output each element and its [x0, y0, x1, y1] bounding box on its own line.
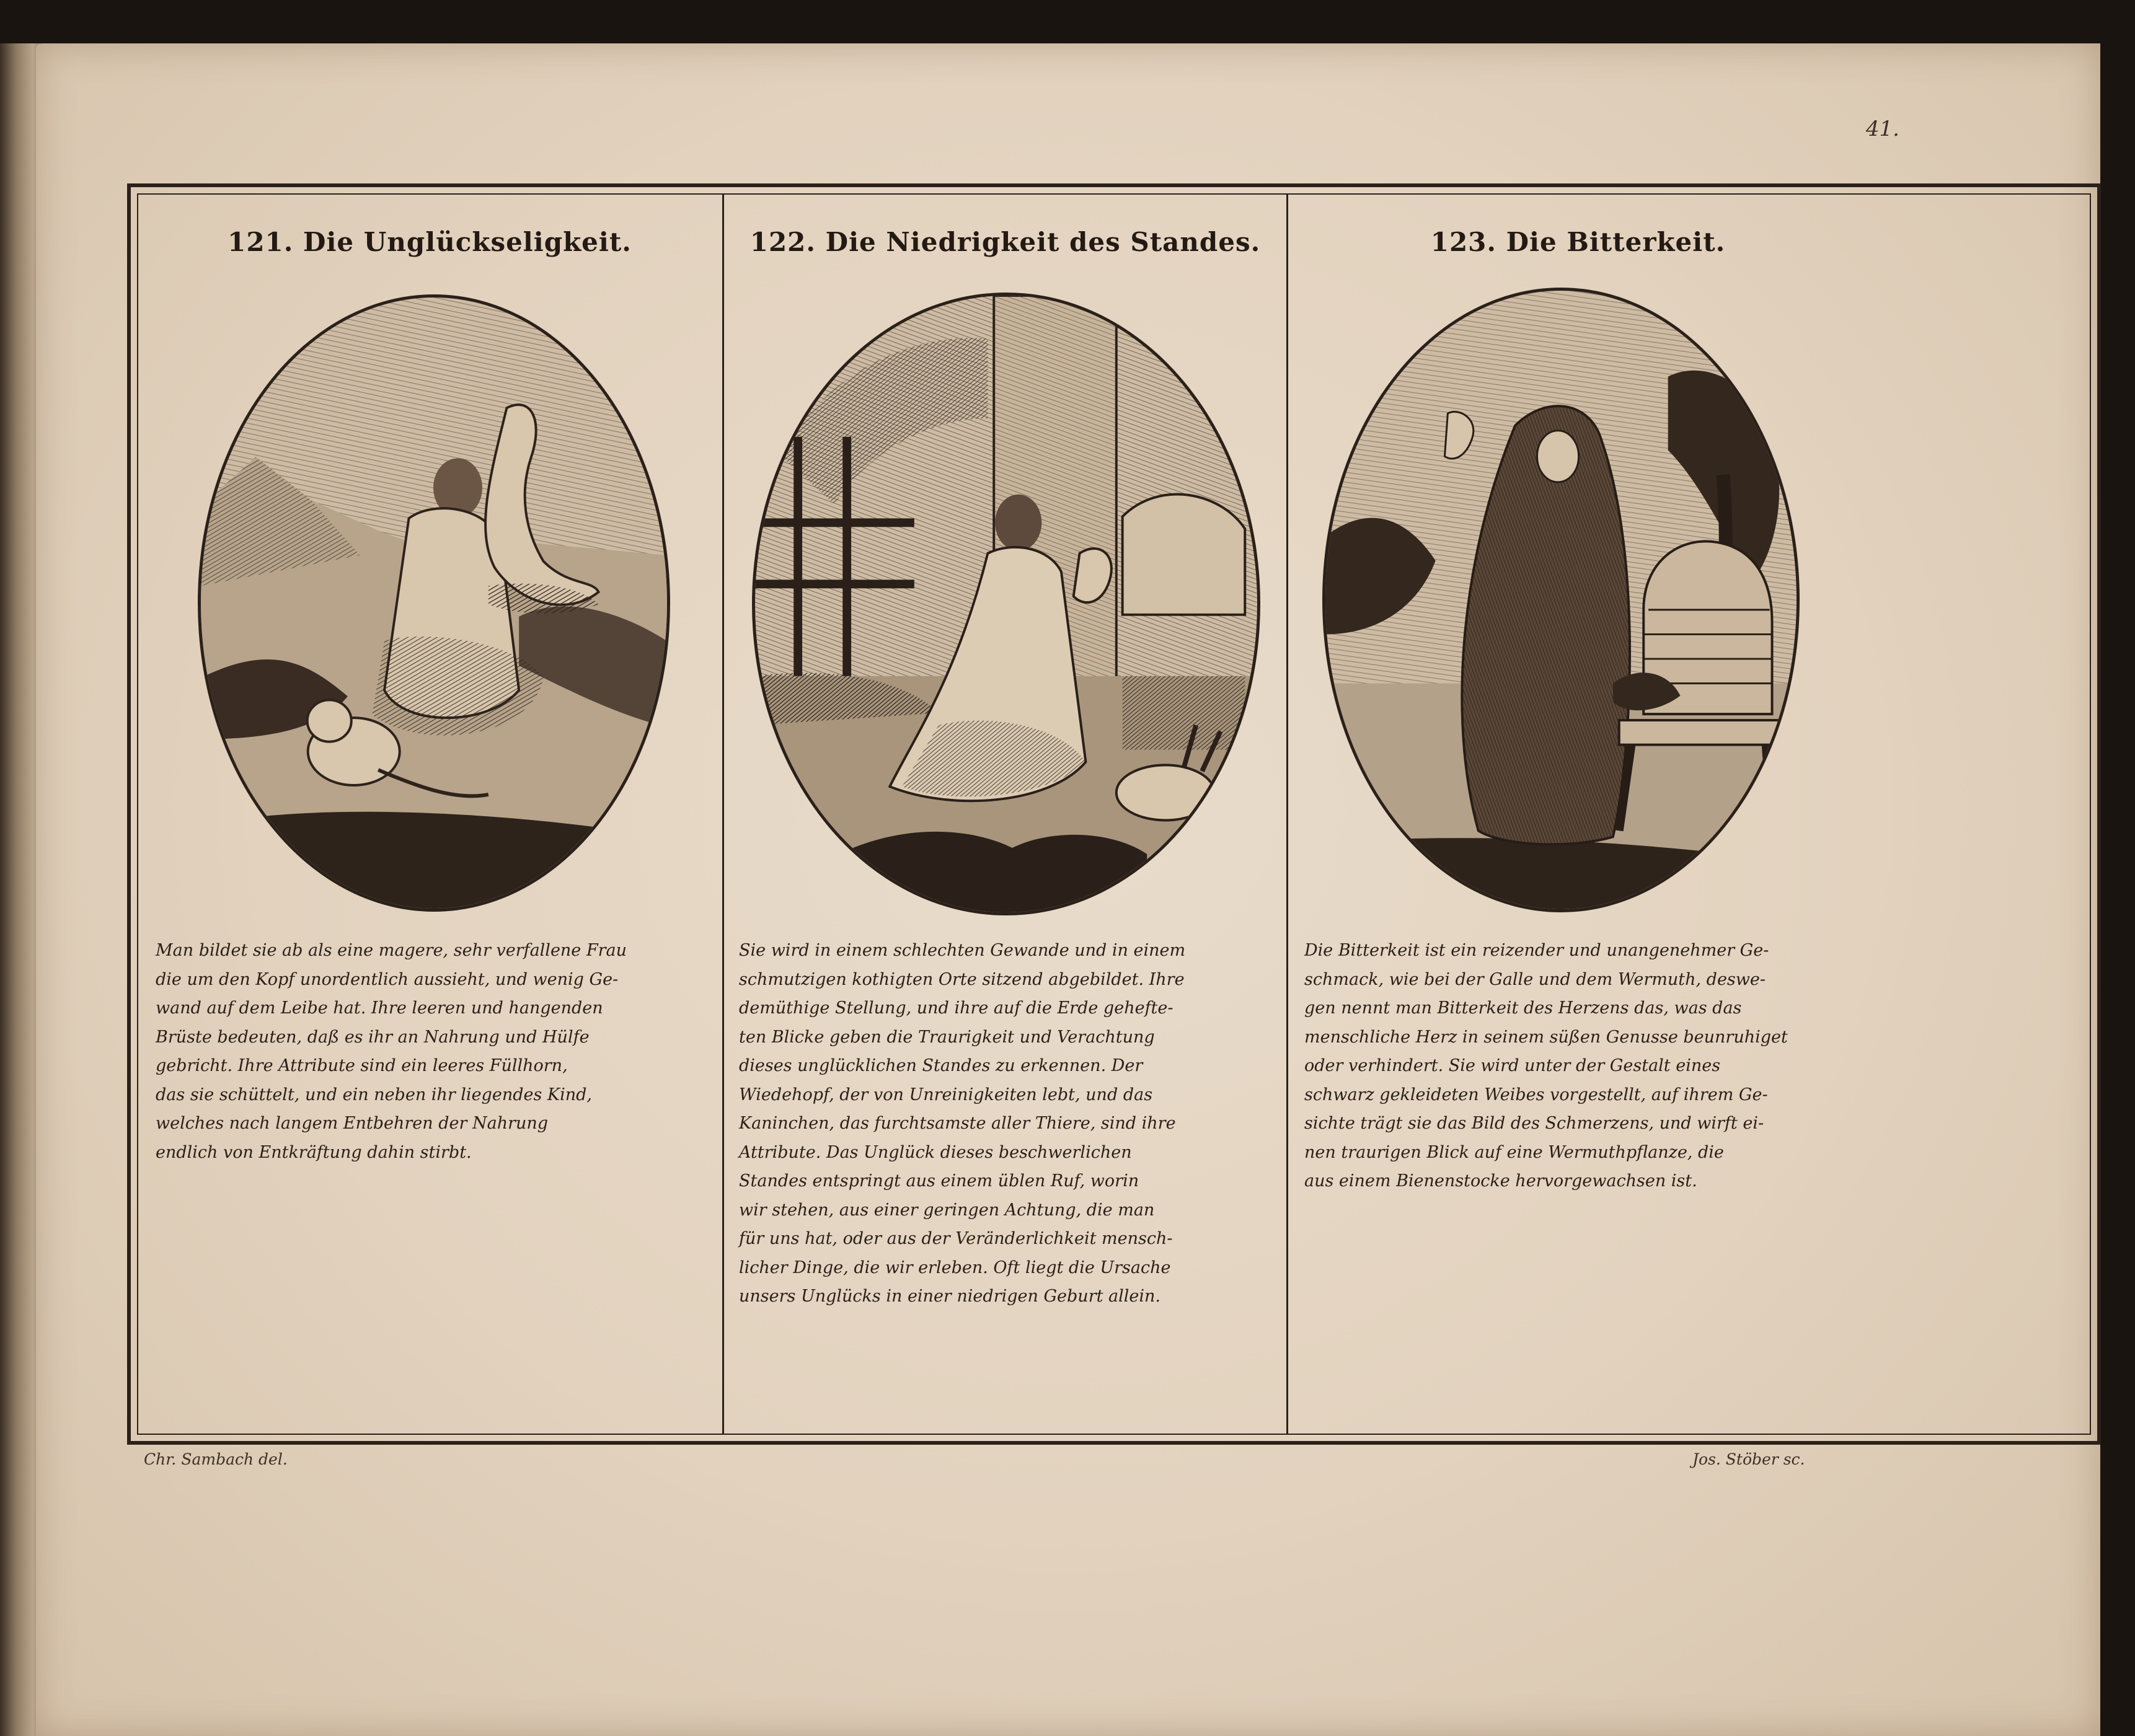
caption-line: welches nach langem Entbehren der Nahrung — [156, 1114, 549, 1133]
plate-title: 121. Die Unglückseligkeit. — [228, 227, 632, 257]
plate-title: 123. Die Bitterkeit. — [1430, 227, 1726, 257]
caption-line: schmack, wie bei der Galle und dem Wermuth, deswe- — [1304, 969, 1766, 989]
page-number: 41. — [1865, 117, 1899, 141]
artist-credit: Chr. Sambach del. — [144, 1450, 288, 1468]
caption-line: ten Blicke geben die Traurigkeit und Verachtung — [739, 1027, 1155, 1047]
caption-line: demüthige Stellung, und ihre auf die Erde geheftе- — [739, 998, 1174, 1018]
caption-line: Man bildet sie ab als eine magere, sehr verfallene Frau — [156, 941, 627, 960]
caption-line: gen nennt man Bitterkeit des Herzens das, was das — [1304, 998, 1742, 1018]
caption-line: menschliche Herz in seinem süßen Genusse beunruhiget — [1304, 1027, 1788, 1047]
caption-line: das sie schüttelt, und ein neben ihr liegendes Kind, — [156, 1085, 592, 1104]
engraving-lowliness-of-rank — [752, 293, 1260, 915]
caption-line: sichte trägt sie das Bild des Schmerzens, und wirft ei- — [1304, 1114, 1764, 1133]
plate-title: 122. Die Niedrigkeit des Standes. — [749, 227, 1261, 257]
caption-line: oder verhindert. Sie wird unter der Gestalt eines — [1304, 1056, 1721, 1075]
caption-lowliness — [739, 936, 1185, 1311]
caption-line: für uns hat, oder aus der Veränderlichkeit mensch- — [739, 1229, 1173, 1248]
caption-line: schmutzigen kothigten Orte sitzend abgebildet. Ihre — [739, 969, 1185, 989]
plate-panel-123 — [1286, 193, 2091, 1435]
caption-bitterness — [1304, 936, 1788, 1196]
caption-line: unsers Unglücks in einer niedrigen Geburt allein. — [739, 1287, 1160, 1306]
caption-line: nen traurigen Blick auf eine Wermuthpflanze, die — [1304, 1142, 1724, 1162]
caption-misfortune — [156, 936, 627, 1167]
caption-line: licher Dinge, die wir erleben. Oft liegt die Ursache — [739, 1258, 1171, 1277]
caption-line: dieses unglücklichen Standes zu erkennen. Der — [739, 1056, 1143, 1075]
caption-line: Attribute. Das Unglück dieses beschwerlichen — [739, 1142, 1132, 1162]
caption-line: die um den Kopf unordentlich aussieht, und wenig Ge- — [156, 969, 619, 989]
previous-page-edge — [0, 43, 41, 1736]
engraving-misfortune — [198, 294, 670, 912]
caption-line: Kaninchen, das furchtsamste aller Thiere, sind ihre — [739, 1114, 1176, 1133]
caption-line: Standes entspringt aus einem üblen Ruf, worin — [739, 1171, 1139, 1191]
caption-line: Wiedehopf, der von Unreinigkeiten lebt, und das — [739, 1085, 1153, 1104]
caption-line: gebricht. Ihre Attribute sind ein leeres Füllhorn, — [156, 1056, 568, 1075]
plate-panel-121 — [137, 193, 722, 1435]
engraver-credit: Jos. Stöber sc. — [1692, 1450, 1805, 1468]
caption-line: endlich von Entkräftung dahin stirbt. — [156, 1142, 472, 1162]
caption-line: Die Bitterkeit ist ein reizender und unangenehmer Ge- — [1304, 941, 1769, 960]
caption-line: wand auf dem Leibe hat. Ihre leeren und hangenden — [156, 998, 603, 1018]
caption-line: schwarz gekleideten Weibes vorgestellt, auf ihrem Ge- — [1304, 1085, 1768, 1104]
caption-line: wir stehen, aus einer geringen Achtung, die man — [739, 1200, 1155, 1220]
engraving-bitterness — [1322, 288, 1800, 912]
caption-line: aus einem Bienenstocke hervorgewachsen ist. — [1304, 1171, 1697, 1191]
caption-line: Sie wird in einem schlechten Gewande und in einem — [739, 941, 1186, 960]
caption-line: Brüste bedeuten, daß es ihr an Nahrung und Hülfe — [156, 1027, 590, 1047]
plate-panel-122 — [722, 193, 1286, 1435]
